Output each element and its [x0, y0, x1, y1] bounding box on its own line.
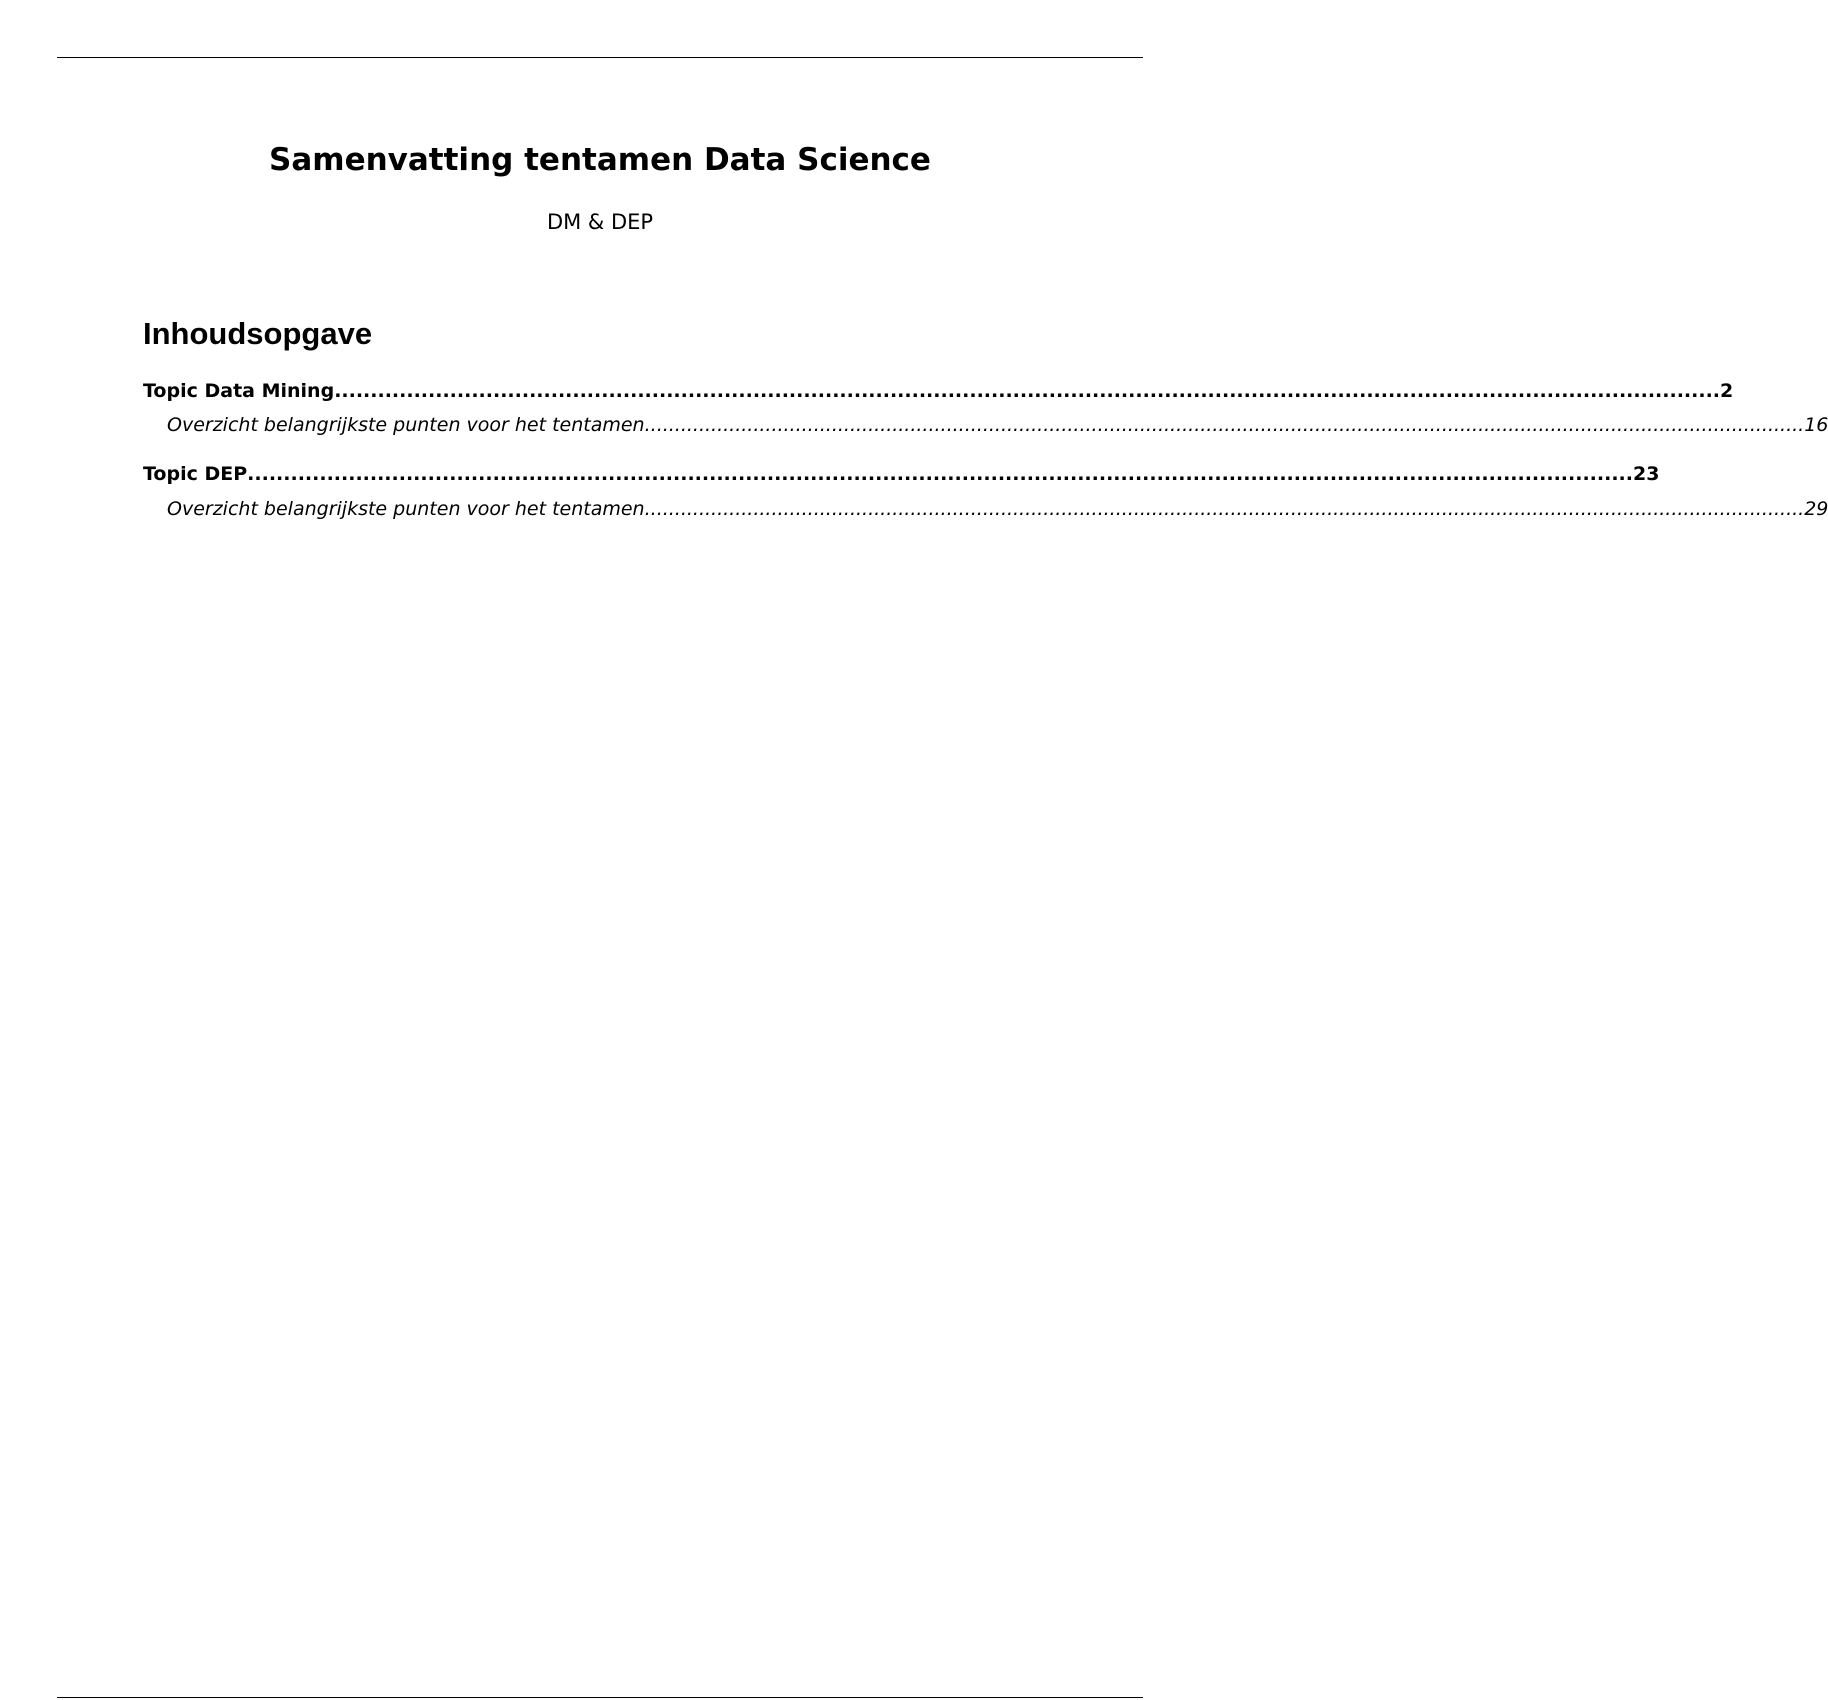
- toc-entry-topic-dep[interactable]: [143, 461, 1660, 487]
- toc-entry-label: Topic DEP: [143, 463, 248, 485]
- toc-entry-overzicht-dep[interactable]: [167, 496, 1828, 522]
- toc-entry-label: Overzicht belangrijkste punten voor het tentamen: [167, 498, 645, 520]
- toc-entry-page: 23: [1632, 463, 1660, 485]
- toc-heading: Inhoudsopgave: [143, 316, 373, 351]
- toc-entry-page: 29: [1804, 498, 1828, 520]
- toc-entry-page: 2: [1720, 380, 1734, 402]
- toc-entry-label: Overzicht belangrijkste punten voor het tentamen: [167, 414, 645, 436]
- toc-entry-label: Topic Data Mining: [143, 380, 335, 402]
- toc-entry-page: 16: [1804, 414, 1828, 436]
- header-rule: [57, 57, 1143, 58]
- toc-leader-dots: ................................................................................................................................................................................................: [334, 380, 1720, 402]
- toc-leader-dots: ................................................................................................................................................................................................: [644, 498, 1805, 520]
- footer-rule: [57, 1697, 1143, 1698]
- toc-leader-dots: ................................................................................................................................................................................................: [247, 463, 1633, 485]
- document-subtitle: DM & DEP: [546, 210, 654, 234]
- toc-entry-topic-data-mining[interactable]: [143, 378, 1734, 404]
- toc-entry-overzicht-dm[interactable]: [167, 412, 1828, 438]
- document-title: Samenvatting tentamen Data Science: [269, 142, 931, 178]
- toc-leader-dots: ................................................................................................................................................................................................: [644, 414, 1805, 436]
